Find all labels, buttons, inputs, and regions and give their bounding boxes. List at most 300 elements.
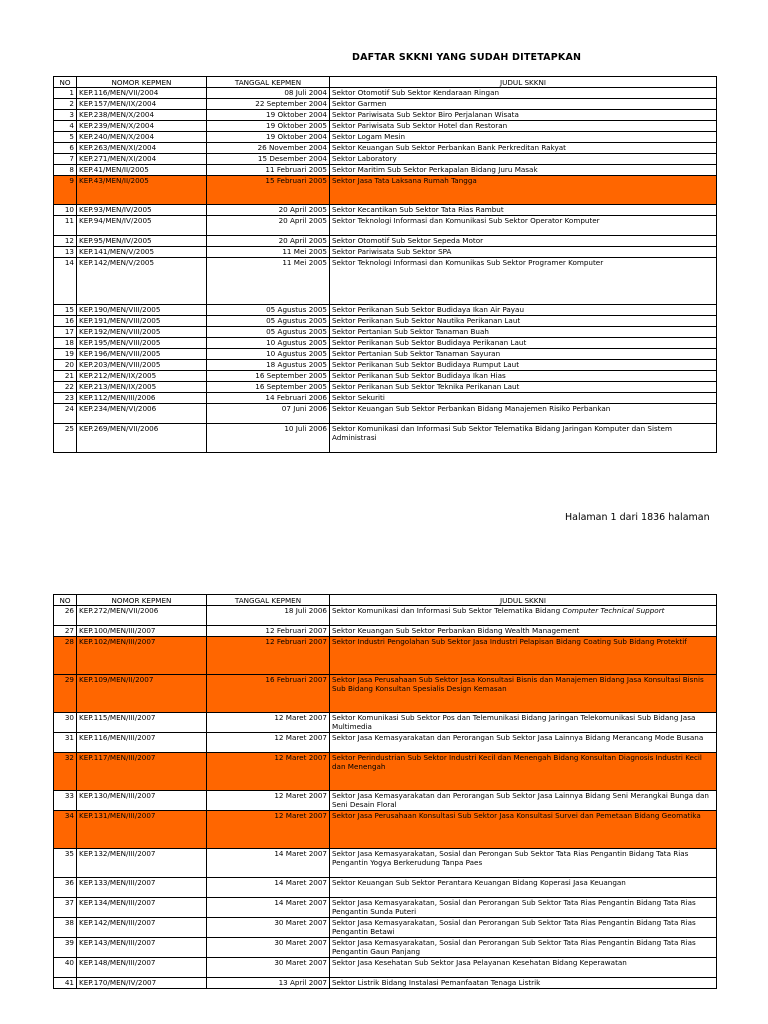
row-nomor-kepmen-text: KEP.95/MEN/IV/2005 [79, 236, 152, 245]
row-judul-skkni-text: Sektor Laboratory [332, 154, 397, 163]
row-tanggal-kepmen-text: 10 Agustus 2005 [266, 338, 327, 347]
row-nomor-kepmen-text: KEP.131/MEN/III/2007 [79, 811, 156, 820]
row-tanggal-kepmen-text: 15 Desember 2004 [257, 154, 327, 163]
row-judul-skkni-text: Sektor Komunikasi dan Informasi Sub Sektor Telematika Bidang [332, 606, 563, 615]
row-judul-skkni [330, 898, 717, 918]
row-judul-skkni [330, 110, 717, 121]
row-tanggal-kepmen [207, 753, 330, 791]
row-nomor-kepmen-text: KEP.116/MEN/VII/2004 [79, 88, 159, 97]
table-row [54, 316, 717, 327]
row-nomor-kepmen [77, 360, 207, 371]
row-tanggal-kepmen-text: 14 Februari 2006 [265, 393, 327, 402]
row-nomor-kepmen [77, 165, 207, 176]
row-nomor-kepmen [77, 327, 207, 338]
table-row [54, 132, 717, 143]
row-nomor-kepmen [77, 606, 207, 626]
row-no-text: 38 [64, 918, 74, 927]
table-row [54, 165, 717, 176]
row-no [54, 216, 77, 236]
row-nomor-kepmen-text: KEP.117/MEN/III/2007 [79, 753, 156, 762]
row-no [54, 424, 77, 453]
row-nomor-kepmen-text: KEP.141/MEN/V/2005 [79, 247, 155, 256]
row-no [54, 236, 77, 247]
header-tanggal-kepmen: TANGGAL KEPMEN [207, 77, 330, 88]
row-no-text: 13 [64, 247, 74, 256]
row-nomor-kepmen [77, 143, 207, 154]
row-tanggal-kepmen-text: 19 Oktober 2004 [266, 132, 327, 141]
row-nomor-kepmen-text: KEP.112/MEN/III/2006 [79, 393, 156, 402]
row-nomor-kepmen [77, 236, 207, 247]
row-nomor-kepmen [77, 626, 207, 637]
row-no-text: 14 [64, 258, 74, 267]
row-tanggal-kepmen [207, 878, 330, 898]
row-judul-skkni [330, 360, 717, 371]
row-tanggal-kepmen-text: 11 Mei 2005 [282, 258, 327, 267]
row-no [54, 626, 77, 637]
row-tanggal-kepmen [207, 978, 330, 989]
header-judul-skkni: JUDUL SKKNI [330, 595, 717, 606]
row-no-text: 10 [64, 205, 74, 214]
table-row [54, 849, 717, 878]
row-judul-skkni-text: Sektor Jasa Kemasyarakatan, Sosial dan Perorangan Sub Sektor Tata Rias Pengantin Bidang Tata Rias Pengantin Gaun Panjang [332, 938, 696, 956]
table-row [54, 327, 717, 338]
document-title: DAFTAR SKKNI YANG SUDAH DITETAPKAN [352, 52, 582, 63]
table-row [54, 176, 717, 205]
row-judul-skkni-text: Sektor Keuangan Sub Sektor Perantara Keuangan Bidang Koperasi Jasa Keuangan [332, 878, 626, 887]
row-judul-skkni [330, 958, 717, 978]
row-no-text: 20 [64, 360, 74, 369]
row-judul-skkni [330, 626, 717, 637]
row-nomor-kepmen [77, 121, 207, 132]
row-tanggal-kepmen-text: 13 April 2007 [278, 978, 327, 987]
table-row [54, 338, 717, 349]
table-row [54, 99, 717, 110]
row-judul-skkni-text: Sektor Jasa Kemasyarakatan dan Perorangan Sub Sektor Jasa Lainnya Bidang Seni Merangkai Bunga dan Seni Desain Floral [332, 791, 709, 809]
row-no-text: 3 [69, 110, 74, 119]
row-no-text: 27 [64, 626, 74, 635]
row-nomor-kepmen [77, 99, 207, 110]
table-row [54, 88, 717, 99]
row-no-text: 31 [64, 733, 74, 742]
row-tanggal-kepmen-text: 12 Maret 2007 [274, 733, 327, 742]
row-no [54, 849, 77, 878]
table-row [54, 121, 717, 132]
row-judul-skkni-text: Sektor Teknologi Informasi dan Komunikas Sub Sektor Programer Komputer [332, 258, 604, 267]
row-tanggal-kepmen-text: 16 September 2005 [255, 371, 327, 380]
row-no-text: 28 [64, 637, 74, 646]
row-judul-skkni-text: Sektor Garmen [332, 99, 387, 108]
header-nomor-kepmen: NOMOR KEPMEN [77, 77, 207, 88]
row-judul-skkni [330, 132, 717, 143]
row-nomor-kepmen [77, 733, 207, 753]
row-judul-skkni-text: Sektor Perikanan Sub Sektor Budidaya Perikanan Laut [332, 338, 527, 347]
row-nomor-kepmen-text: KEP.130/MEN/III/2007 [79, 791, 156, 800]
row-no [54, 404, 77, 424]
row-no [54, 733, 77, 753]
row-judul-skkni [330, 88, 717, 99]
table-row [54, 404, 717, 424]
row-tanggal-kepmen [207, 258, 330, 305]
row-judul-skkni [330, 316, 717, 327]
row-tanggal-kepmen-text: 07 Juni 2006 [281, 404, 327, 413]
row-tanggal-kepmen [207, 88, 330, 99]
row-tanggal-kepmen [207, 205, 330, 216]
row-judul-skkni-text: Sektor Jasa Kemasyarakatan, Sosial dan Perorangan Sub Sektor Tata Rias Pengantin Bidang Tata Rias Pengantin Sunda Puteri [332, 898, 696, 916]
row-nomor-kepmen [77, 154, 207, 165]
row-no-text: 34 [64, 811, 74, 820]
row-no [54, 305, 77, 316]
row-no [54, 132, 77, 143]
row-no-text: 24 [64, 404, 74, 413]
table-row [54, 247, 717, 258]
row-no [54, 918, 77, 938]
row-tanggal-kepmen-text: 08 Juli 2004 [284, 88, 327, 97]
row-judul-skkni [330, 205, 717, 216]
row-judul-skkni [330, 791, 717, 811]
row-judul-skkni-text: Sektor Keuangan Sub Sektor Perbankan Bidang Wealth Management [332, 626, 580, 635]
row-nomor-kepmen-text: KEP.132/MEN/III/2007 [79, 849, 156, 858]
table-header-row [54, 595, 717, 606]
row-judul-skkni-text: Sektor Teknologi Informasi dan Komunikasi Sub Sektor Operator Komputer [332, 216, 600, 225]
row-tanggal-kepmen [207, 393, 330, 404]
row-tanggal-kepmen [207, 849, 330, 878]
row-nomor-kepmen [77, 404, 207, 424]
row-nomor-kepmen [77, 849, 207, 878]
row-tanggal-kepmen-text: 18 Agustus 2005 [266, 360, 327, 369]
row-tanggal-kepmen [207, 626, 330, 637]
row-nomor-kepmen-text: KEP.191/MEN/VIII/2005 [79, 316, 161, 325]
row-nomor-kepmen-text: KEP.269/MEN/VII/2006 [79, 424, 159, 433]
row-tanggal-kepmen [207, 349, 330, 360]
row-nomor-kepmen-text: KEP.212/MEN/IX/2005 [79, 371, 157, 380]
row-judul-skkni [330, 143, 717, 154]
row-nomor-kepmen [77, 637, 207, 675]
row-judul-skkni-text: Sektor Otomotif Sub Sektor Kendaraan Ringan [332, 88, 500, 97]
row-tanggal-kepmen [207, 637, 330, 675]
row-tanggal-kepmen [207, 733, 330, 753]
row-judul-skkni-text: Sektor Maritim Sub Sektor Perkapalan Bidang Juru Masak [332, 165, 538, 174]
row-tanggal-kepmen-text: 19 Oktober 2004 [266, 110, 327, 119]
table-row [54, 382, 717, 393]
row-no [54, 99, 77, 110]
row-judul-italic-text: Computer Technical Support [562, 606, 665, 615]
row-tanggal-kepmen [207, 938, 330, 958]
row-nomor-kepmen [77, 88, 207, 99]
row-judul-skkni-text: Sektor Jasa Kemasyarakatan, Sosial dan Perorangan Sub Sektor Tata Rias Pengantin Bidang Tata Rias Pengantin Betawi [332, 918, 696, 936]
row-nomor-kepmen [77, 305, 207, 316]
row-no [54, 958, 77, 978]
row-tanggal-kepmen-text: 12 Februari 2007 [265, 637, 327, 646]
row-nomor-kepmen [77, 132, 207, 143]
table-row [54, 978, 717, 989]
table-row [54, 606, 717, 626]
row-judul-skkni [330, 382, 717, 393]
row-tanggal-kepmen-text: 12 Maret 2007 [274, 791, 327, 800]
row-judul-skkni-text: Sektor Perikanan Sub Sektor Budidaya Ikan Hias [332, 371, 506, 380]
row-no [54, 978, 77, 989]
row-judul-skkni-text: Sektor Jasa Tata Laksana Rumah Tangga [332, 176, 477, 185]
table-row [54, 349, 717, 360]
row-tanggal-kepmen [207, 811, 330, 849]
row-nomor-kepmen [77, 713, 207, 733]
row-nomor-kepmen-text: KEP.157/MEN/IX/2004 [79, 99, 157, 108]
row-no [54, 878, 77, 898]
row-nomor-kepmen-text: KEP.192/MEN/VIII/2005 [79, 327, 161, 336]
row-judul-skkni-text: Sektor Otomotif Sub Sektor Sepeda Motor [332, 236, 484, 245]
row-nomor-kepmen-text: KEP.102/MEN/III/2007 [79, 637, 156, 646]
row-judul-skkni [330, 176, 717, 205]
row-no [54, 713, 77, 733]
row-no-text: 17 [64, 327, 74, 336]
row-nomor-kepmen-text: KEP.134/MEN/III/2007 [79, 898, 156, 907]
row-nomor-kepmen [77, 958, 207, 978]
row-judul-skkni-text: Sektor Jasa Kesehatan Sub Sektor Jasa Pelayanan Kesehatan Bidang Keperawatan [332, 958, 627, 967]
row-tanggal-kepmen [207, 143, 330, 154]
table-row [54, 733, 717, 753]
row-nomor-kepmen-text: KEP.263/MEN/XI/2004 [79, 143, 157, 152]
row-no [54, 791, 77, 811]
row-nomor-kepmen [77, 258, 207, 305]
row-tanggal-kepmen-text: 12 Februari 2007 [265, 626, 327, 635]
row-no-text: 36 [64, 878, 74, 887]
row-no [54, 606, 77, 626]
row-tanggal-kepmen [207, 424, 330, 453]
row-judul-skkni-text: Sektor Perindustrian Sub Sektor Industri Kecil dan Menengah Bidang Konsultan Diagnosis Industri Kecil dan Menengah [332, 753, 702, 771]
row-judul-skkni-text: Sektor Listrik Bidang Instalasi Pemanfaatan Tenaga Listrik [332, 978, 541, 987]
row-tanggal-kepmen [207, 305, 330, 316]
row-judul-skkni-text: Sektor Kecantikan Sub Sektor Tata Rias Rambut [332, 205, 504, 214]
table-row [54, 675, 717, 713]
row-tanggal-kepmen-text: 14 Maret 2007 [274, 849, 327, 858]
row-tanggal-kepmen [207, 382, 330, 393]
row-judul-skkni-text: Sektor Komunikasi dan Informasi Sub Sektor Telematika Bidang Jaringan Komputer dan Sistem Administrasi [332, 424, 672, 442]
row-no-text: 23 [64, 393, 74, 402]
row-nomor-kepmen [77, 176, 207, 205]
row-no-text: 15 [64, 305, 74, 314]
row-tanggal-kepmen [207, 713, 330, 733]
row-no [54, 938, 77, 958]
row-nomor-kepmen [77, 811, 207, 849]
row-judul-skkni [330, 154, 717, 165]
row-no [54, 247, 77, 258]
row-no-text: 25 [64, 424, 74, 433]
row-judul-skkni-text: Sektor Perikanan Sub Sektor Budidaya Ikan Air Payau [332, 305, 524, 314]
header-no: NO [54, 77, 77, 88]
row-judul-skkni [330, 753, 717, 791]
row-tanggal-kepmen-text: 26 November 2004 [257, 143, 327, 152]
row-no-text: 40 [64, 958, 74, 967]
row-judul-skkni-text: Sektor Perikanan Sub Sektor Nautika Perikanan Laut [332, 316, 521, 325]
row-nomor-kepmen [77, 918, 207, 938]
row-judul-skkni [330, 637, 717, 675]
row-judul-skkni [330, 849, 717, 878]
row-tanggal-kepmen [207, 165, 330, 176]
row-no [54, 811, 77, 849]
row-judul-skkni [330, 99, 717, 110]
row-judul-skkni-text: Sektor Perikanan Sub Sektor Budidaya Rumput Laut [332, 360, 520, 369]
row-no-text: 6 [69, 143, 74, 152]
row-no [54, 637, 77, 675]
row-tanggal-kepmen [207, 338, 330, 349]
row-nomor-kepmen-text: KEP.94/MEN/IV/2005 [79, 216, 152, 225]
row-judul-skkni-text: Sektor Industri Pengolahan Sub Sektor Jasa Industri Pelapisan Bidang Coating Sub Bidang Protektif [332, 637, 687, 646]
row-tanggal-kepmen-text: 22 September 2004 [255, 99, 327, 108]
row-tanggal-kepmen-text: 15 Februari 2005 [265, 176, 327, 185]
row-tanggal-kepmen-text: 10 Agustus 2005 [266, 349, 327, 358]
row-tanggal-kepmen-text: 05 Agustus 2005 [266, 305, 327, 314]
row-nomor-kepmen-text: KEP.213/MEN/IX/2005 [79, 382, 157, 391]
row-tanggal-kepmen [207, 216, 330, 236]
row-no-text: 11 [64, 216, 74, 225]
row-judul-skkni [330, 349, 717, 360]
row-nomor-kepmen-text: KEP.196/MEN/VIII/2005 [79, 349, 161, 358]
table-row [54, 258, 717, 305]
row-no-text: 29 [64, 675, 74, 684]
row-judul-skkni-text: Sektor Jasa Kemasyarakatan, Sosial dan Perongan Sub Sektor Tata Rias Pengantin Bidang Tata Rias Pengantin Yogya Berkerudung Tanpa Paes [332, 849, 689, 867]
row-tanggal-kepmen-text: 12 Maret 2007 [274, 811, 327, 820]
row-no-text: 12 [64, 236, 74, 245]
table-row [54, 360, 717, 371]
row-no-text: 9 [69, 176, 74, 185]
row-judul-skkni [330, 404, 717, 424]
row-judul-skkni-text: Sektor Jasa Perusahaan Sub Sektor Jasa Konsultasi Bisnis dan Manajemen Bidang Jasa Konsultasi Bisnis Sub Bidang Konsultan Spesialis Design Kemasan [332, 675, 704, 693]
table-row [54, 216, 717, 236]
row-no [54, 88, 77, 99]
row-nomor-kepmen [77, 393, 207, 404]
row-nomor-kepmen [77, 371, 207, 382]
row-no [54, 393, 77, 404]
row-no-text: 7 [69, 154, 74, 163]
row-tanggal-kepmen-text: 16 Februari 2007 [265, 675, 327, 684]
row-tanggal-kepmen [207, 176, 330, 205]
row-no-text: 21 [64, 371, 74, 380]
row-judul-skkni [330, 165, 717, 176]
row-judul-skkni [330, 247, 717, 258]
row-nomor-kepmen-text: KEP.240/MEN/X/2004 [79, 132, 155, 141]
table-row [54, 205, 717, 216]
row-no [54, 205, 77, 216]
table-row [54, 791, 717, 811]
row-no [54, 898, 77, 918]
row-nomor-kepmen-text: KEP.143/MEN/III/2007 [79, 938, 156, 947]
table-row [54, 637, 717, 675]
row-tanggal-kepmen [207, 316, 330, 327]
row-nomor-kepmen [77, 216, 207, 236]
row-nomor-kepmen [77, 316, 207, 327]
row-nomor-kepmen-text: KEP.238/MEN/X/2004 [79, 110, 155, 119]
row-nomor-kepmen [77, 349, 207, 360]
row-tanggal-kepmen [207, 327, 330, 338]
row-tanggal-kepmen [207, 606, 330, 626]
row-no-text: 39 [64, 938, 74, 947]
header-no: NO [54, 595, 77, 606]
row-no [54, 338, 77, 349]
row-tanggal-kepmen [207, 236, 330, 247]
row-tanggal-kepmen-text: 11 Mei 2005 [282, 247, 327, 256]
page-counter: Halaman 1 dari 1836 halaman [565, 512, 710, 523]
row-judul-skkni-text: Sektor Pertanian Sub Sektor Tanaman Buah [332, 327, 489, 336]
row-tanggal-kepmen-text: 20 April 2005 [278, 216, 327, 225]
row-judul-skkni-text: Sektor Jasa Kemasyarakatan dan Perorangan Sub Sektor Jasa Lainnya Bidang Merancang Mode Busana [332, 733, 704, 742]
row-nomor-kepmen [77, 675, 207, 713]
table-row [54, 898, 717, 918]
row-no [54, 143, 77, 154]
row-judul-skkni [330, 393, 717, 404]
row-judul-skkni [330, 216, 717, 236]
row-tanggal-kepmen-text: 14 Maret 2007 [274, 878, 327, 887]
row-judul-skkni-text: Sektor Perikanan Sub Sektor Teknika Perikanan Laut [332, 382, 520, 391]
row-no [54, 258, 77, 305]
row-tanggal-kepmen-text: 10 Juli 2006 [284, 424, 327, 433]
row-tanggal-kepmen [207, 404, 330, 424]
row-tanggal-kepmen-text: 11 Februari 2005 [265, 165, 327, 174]
row-nomor-kepmen-text: KEP.272/MEN/VII/2006 [79, 606, 159, 615]
row-tanggal-kepmen-text: 18 Juli 2006 [284, 606, 327, 615]
row-nomor-kepmen-text: KEP.190/MEN/VIII/2005 [79, 305, 161, 314]
row-no-text: 1 [69, 88, 74, 97]
row-nomor-kepmen-text: KEP.239/MEN/X/2004 [79, 121, 155, 130]
row-judul-skkni [330, 878, 717, 898]
row-tanggal-kepmen-text: 05 Agustus 2005 [266, 327, 327, 336]
row-nomor-kepmen-text: KEP.142/MEN/III/2007 [79, 918, 156, 927]
row-no-text: 2 [69, 99, 74, 108]
row-no [54, 110, 77, 121]
row-tanggal-kepmen-text: 14 Maret 2007 [274, 898, 327, 907]
row-tanggal-kepmen [207, 154, 330, 165]
row-nomor-kepmen-text: KEP.93/MEN/IV/2005 [79, 205, 152, 214]
row-tanggal-kepmen-text: 30 Maret 2007 [274, 958, 327, 967]
row-tanggal-kepmen [207, 958, 330, 978]
row-judul-skkni [330, 236, 717, 247]
row-tanggal-kepmen [207, 918, 330, 938]
row-tanggal-kepmen [207, 675, 330, 713]
row-nomor-kepmen-text: KEP.170/MEN/IV/2007 [79, 978, 157, 987]
row-judul-skkni-text: Sektor Komunikasi Sub Sektor Pos dan Telemunikasi Bidang Jaringan Telekomunikasi Sub Bidang Jasa Multimedia [332, 713, 696, 731]
row-nomor-kepmen [77, 382, 207, 393]
row-judul-skkni [330, 978, 717, 989]
row-no-text: 8 [69, 165, 74, 174]
row-judul-skkni [330, 121, 717, 132]
row-tanggal-kepmen [207, 121, 330, 132]
row-no [54, 382, 77, 393]
row-no [54, 316, 77, 327]
row-nomor-kepmen-text: KEP.41/MEN/II/2005 [79, 165, 149, 174]
row-nomor-kepmen-text: KEP.271/MEN/XI/2004 [79, 154, 157, 163]
row-nomor-kepmen-text: KEP.115/MEN/III/2007 [79, 713, 156, 722]
table-row [54, 305, 717, 316]
row-no-text: 5 [69, 132, 74, 141]
skkni-table-page-1 [53, 76, 717, 453]
row-no-text: 32 [64, 753, 74, 762]
row-nomor-kepmen-text: KEP.195/MEN/VIII/2005 [79, 338, 161, 347]
row-judul-skkni [330, 338, 717, 349]
row-judul-skkni-text: Sektor Jasa Perusahaan Konsultasi Sub Sektor Jasa Konsultasi Survei dan Pemetaan Bidang Geomatika [332, 811, 701, 820]
row-nomor-kepmen [77, 110, 207, 121]
row-judul-skkni [330, 713, 717, 733]
table-row [54, 236, 717, 247]
row-no-text: 19 [64, 349, 74, 358]
row-nomor-kepmen [77, 753, 207, 791]
row-judul-skkni [330, 733, 717, 753]
table-row [54, 811, 717, 849]
row-judul-skkni [330, 606, 717, 626]
row-nomor-kepmen [77, 878, 207, 898]
row-tanggal-kepmen [207, 99, 330, 110]
table-row [54, 143, 717, 154]
row-no-text: 35 [64, 849, 74, 858]
row-judul-skkni [330, 424, 717, 453]
table-row [54, 918, 717, 938]
